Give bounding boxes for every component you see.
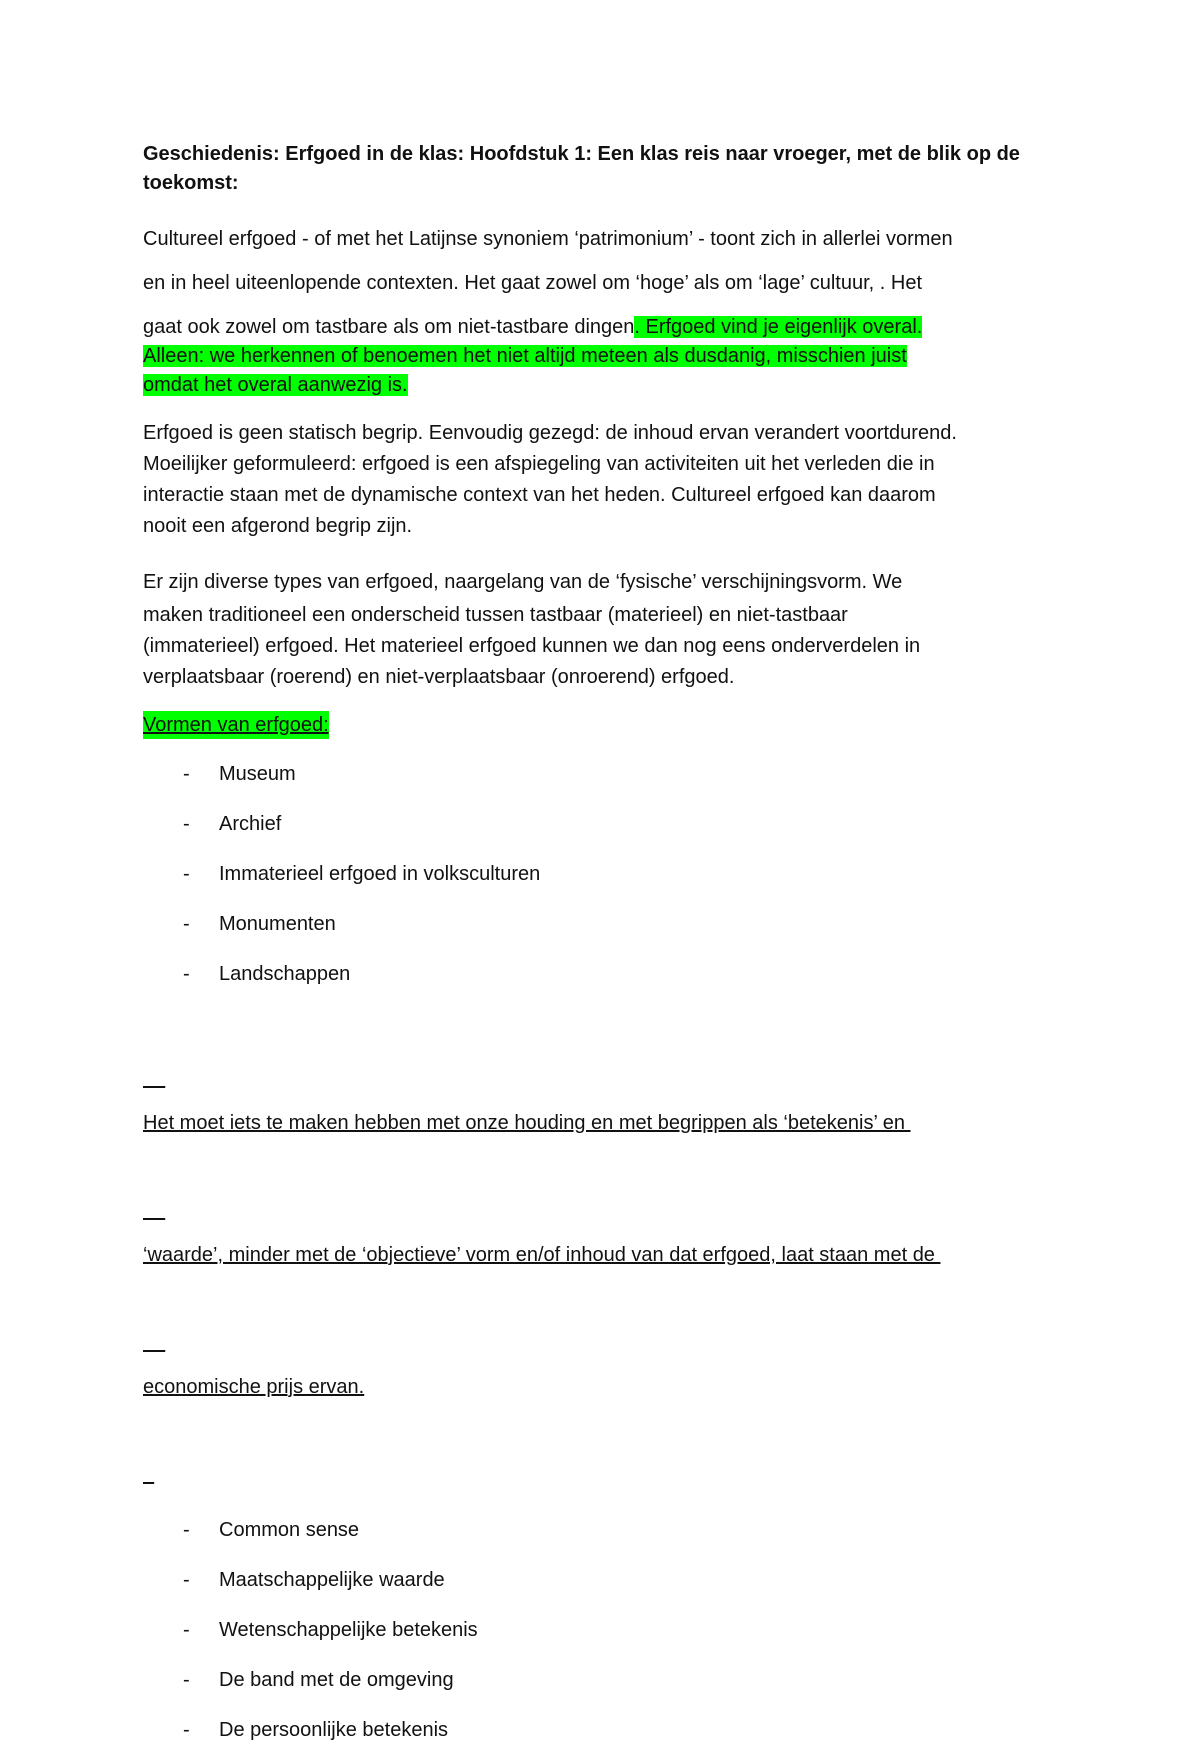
list-item-label: Archief (219, 813, 282, 835)
paragraph-text: gaat ook zowel om tastbare als om niet-tastbare dingen (143, 316, 635, 338)
list-item (143, 849, 1063, 899)
list-item-label: Wetenschappelijke betekenis (219, 1619, 478, 1641)
bullet-dash: - (183, 863, 190, 885)
paragraph-line (143, 342, 1063, 371)
list-item-label: De persoonlijke betekenis (219, 1719, 449, 1741)
paragraph-cultural-heritage (143, 217, 1063, 400)
list-item-label: De band met de omgeving (219, 1669, 454, 1691)
paragraph-line (143, 371, 1063, 400)
list-item-label: Immaterieel erfgoed in volksculturen (219, 863, 541, 885)
bullet-dash: - (183, 1619, 190, 1641)
paragraph-line: en in heel uiteenlopende contexten. Het gaat zowel om ‘hoge’ als om ‘lage’ cultuur, . Het (143, 272, 923, 294)
list-item (143, 949, 1063, 999)
list-item-label: Maatschappelijke waarde (219, 1569, 445, 1591)
paragraph-heritage-types (143, 564, 1063, 693)
list-item (143, 1555, 1063, 1605)
list-item-label: Monumenten (219, 913, 336, 935)
list-item-label: Landschappen (219, 963, 351, 985)
document-title: Geschiedenis: Erfgoed in de klas: Hoofdstuk 1: Een klas reis naar vroeger, met de blik op de toekomst: (143, 143, 1020, 194)
paragraph-line: (immaterieel) erfgoed. Het materieel erfgoed kunnen we dan nog eens onderverdelen in (143, 635, 921, 657)
document-page (143, 140, 1063, 1755)
paragraph-static-concept (143, 418, 1063, 542)
paragraph-line: Het moet iets te maken hebben met onze houding en met begrippen als ‘betekenis’ en (143, 1112, 911, 1134)
paragraph-line: Moeilijker geformuleerd: erfgoed is een afspiegeling van activiteiten uit het verleden die in (143, 453, 935, 475)
paragraph-line: economische prijs ervan. (143, 1376, 365, 1398)
highlighted-text: omdat het overal aanwezig is. (143, 374, 408, 396)
underlined-paragraph (143, 1013, 1063, 1497)
paragraph-line: Erfgoed is geen statisch begrip. Eenvoudig gezegd: de inhoud ervan verandert voortdurend. (143, 422, 957, 444)
list-item (143, 1705, 1063, 1755)
bullet-dash: - (183, 1569, 190, 1591)
paragraph-line: nooit een afgerond begrip zijn. (143, 515, 413, 537)
list-item (143, 1605, 1063, 1655)
list-item (143, 799, 1063, 849)
bullet-dash: - (183, 813, 190, 835)
paragraph-line: Cultureel erfgoed - of met het Latijnse synoniem ‘patrimonium’ - toont zich in allerlei vormen (143, 228, 953, 250)
paragraph-line: maken traditioneel een onderscheid tussen tastbaar (materieel) en niet-tastbaar (143, 604, 848, 626)
list-item-label: Common sense (219, 1519, 360, 1541)
values-list (143, 1505, 1063, 1755)
paragraph-line: verplaatsbaar (roerend) en niet-verplaatsbaar (onroerend) erfgoed. (143, 666, 735, 688)
bullet-dash: - (183, 963, 190, 985)
bullet-dash: - (183, 763, 190, 785)
bullet-dash: - (183, 1669, 190, 1691)
list-item (143, 749, 1063, 799)
paragraph-line: interactie staan met de dynamische context van het heden. Cultureel erfgoed kan daarom (143, 484, 936, 506)
list-item-label: Museum (219, 763, 296, 785)
list-item (143, 899, 1063, 949)
highlighted-text: Alleen: we herkennen of benoemen het niet altijd meteen als dusdanig, misschien juist (143, 345, 907, 367)
forms-list (143, 749, 1063, 999)
paragraph-line (143, 313, 1063, 342)
list-item (143, 1505, 1063, 1555)
bullet-dash: - (183, 1519, 190, 1541)
paragraph-line: ‘waarde’, minder met de ‘objectieve’ vorm en/of inhoud van dat erfgoed, laat staan met de (143, 1244, 941, 1266)
highlighted-text: . Erfgoed vind je eigenlijk overal. (634, 316, 923, 338)
section-heading-forms: Vormen van erfgoed: (143, 711, 329, 739)
bullet-dash: - (183, 913, 190, 935)
bullet-dash: - (183, 1719, 190, 1741)
paragraph-line: Er zijn diverse types van erfgoed, naargelang van de ‘fysische’ verschijningsvorm. We (143, 571, 903, 593)
